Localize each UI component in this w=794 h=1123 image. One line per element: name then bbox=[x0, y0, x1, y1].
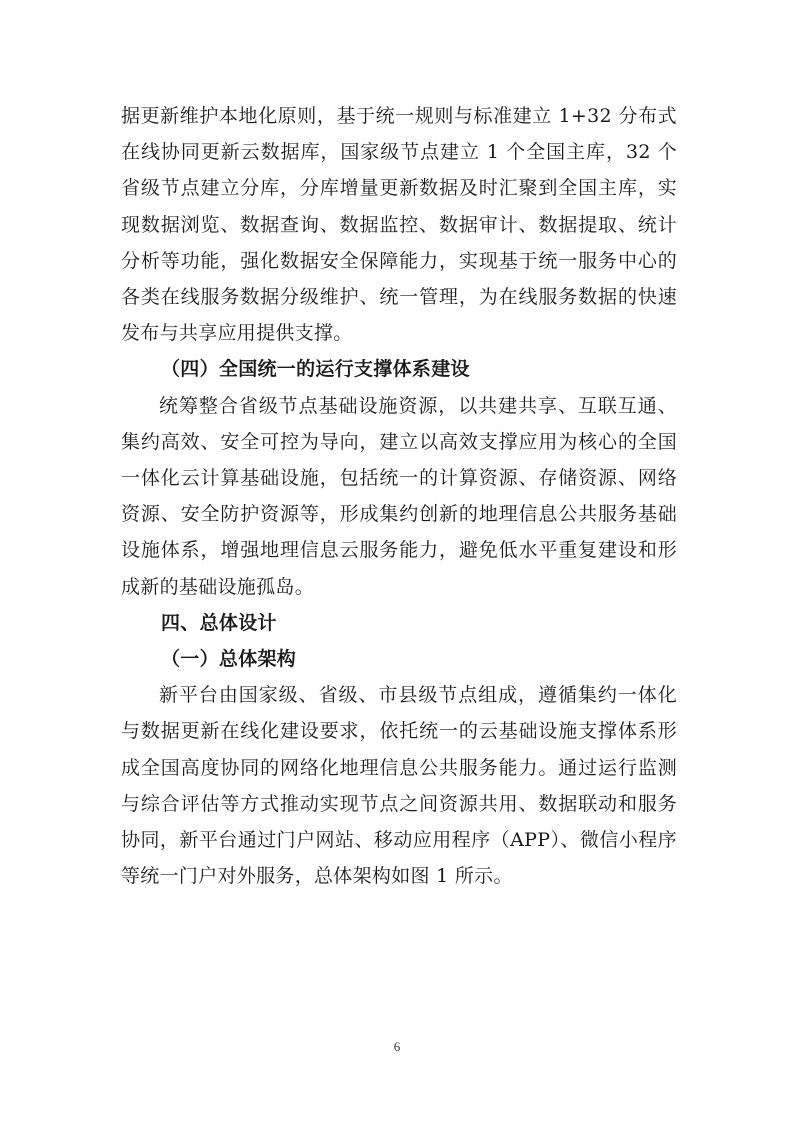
page-number: 6 bbox=[393, 1039, 401, 1054]
document-page bbox=[121, 98, 677, 894]
subheading-operation-support: （四）全国统一的运行支撑体系建设 bbox=[161, 358, 470, 381]
paragraph-architecture: 新平台由国家级、省级、市县级节点组成，遵循集约一体化与数据更新在线化建设要求，依托统一的云基础设施支撑体系形成全国高度协同的网络化地理信息公共服务能力。通过运行监测与综合评估等方式推动实现节点之间资源共用、数据联动和服务协同，新平台通过门户网站、移动应用程序（APP）、微信小程序等统一门户对外服务，总体架构如图 1 所示。 bbox=[121, 684, 677, 888]
paragraph-infrastructure: 统筹整合省级节点基础设施资源，以共建共享、互联互通、集约高效、安全可控为导向，建立以高效支撑应用为核心的全国一体化云计算基础设施，包括统一的计算资源、存储资源、网络资源、安全防护资源等，形成集约创新的地理信息公共服务基础设施体系，增强地理信息云服务能力，避免低水平重复建设和形成新的基础设施孤岛。 bbox=[121, 394, 677, 598]
subheading-overall-architecture: （一）总体架构 bbox=[161, 648, 297, 671]
section-heading-overall-design: 四、总体设计 bbox=[161, 611, 277, 634]
paragraph-data-update: 据更新维护本地化原则，基于统一规则与标准建立 1+32 分布式在线协同更新云数据库，国家级节点建立 1 个全国主库，32 个省级节点建立分库，分库增量更新数据及时汇聚到全国主库，实现数据浏览、数据查询、数据监控、数据审计、数据提取、统计分析等功能，强化数据安全保障能力，实现基于统一服务中心的各类在线服务数据分级维护、统一管理，为在线服务数据的快速发布与共享应用提供支撑。 bbox=[121, 105, 677, 345]
